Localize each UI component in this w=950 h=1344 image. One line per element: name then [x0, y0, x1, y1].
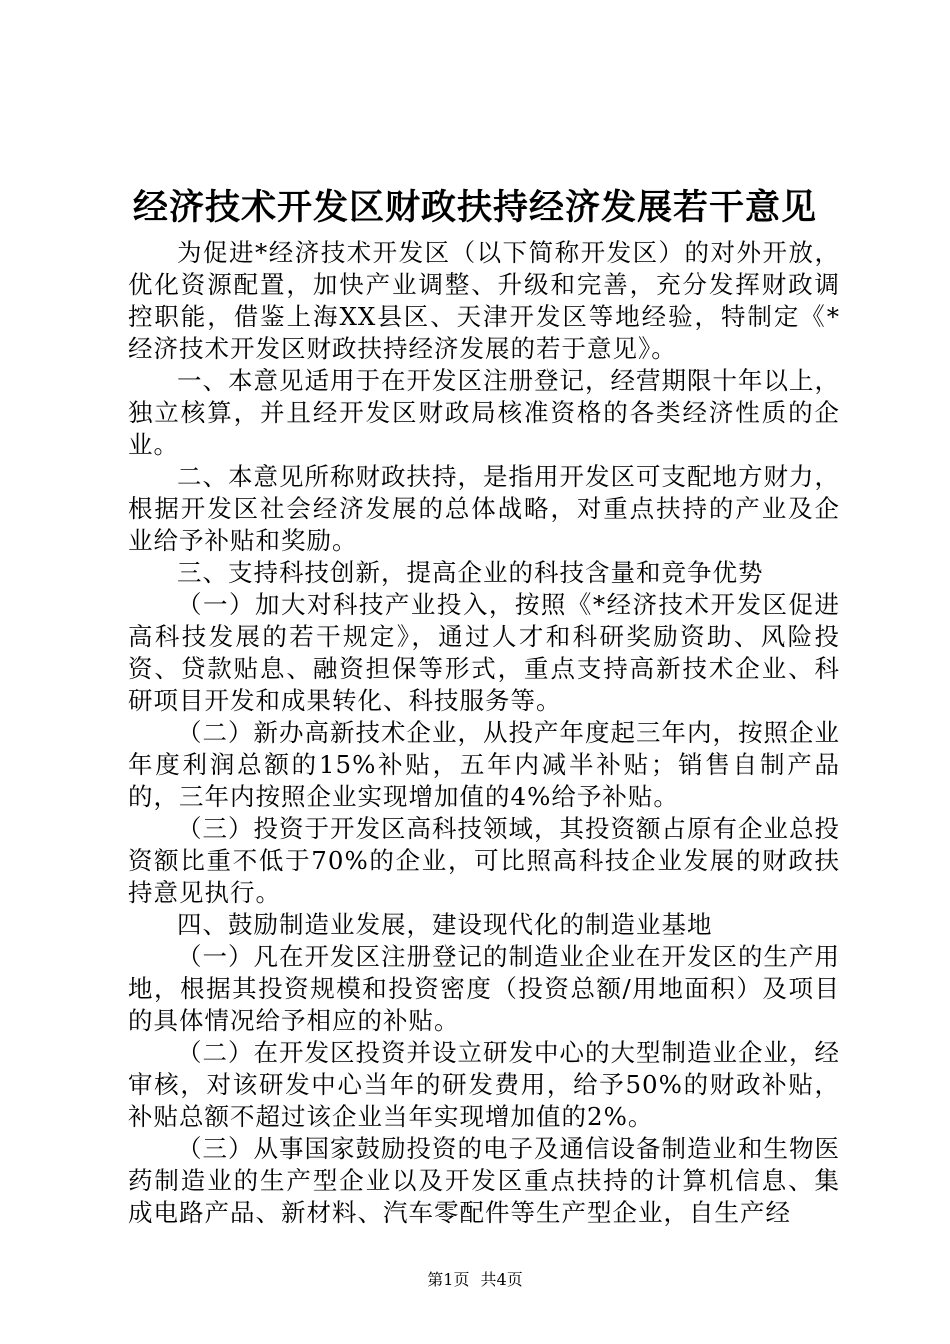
paragraph-section-3-item-2: （二）新办高新技术企业，从投产年度起三年内，按照企业年度利润总额的15%补贴，五年内减半补贴；销售自制产品的，三年内按照企业实现增加值的4%给予补贴。: [128, 718, 840, 811]
paragraph-section-1: 一、本意见适用于在开发区注册登记，经营期限十年以上，独立核算，并且经开发区财政局核准资格的各类经济性质的企业。: [128, 366, 840, 459]
document-title: 经济技术开发区财政扶持经济发展若干意见: [132, 187, 817, 228]
paragraph-intro: 为促进*经济技术开发区（以下简称开发区）的对外开放，优化资源配置，加快产业调整、升级和完善，充分发挥财政调控职能，借鉴上海XX县区、天津开发区等地经验，特制定《*经济技术开发区财政扶持经济发展的若于意见》。: [128, 238, 840, 363]
page-number-total: 共4页: [480, 1270, 523, 1289]
paragraph-section-4-item-3: （三）从事国家鼓励投资的电子及通信设备制造业和生物医药制造业的生产型企业以及开发区重点扶持的计算机信息、集成电路产品、新材料、汽车零配件等生产型企业，自生产经: [128, 1134, 840, 1227]
paragraph-section-4-item-1: （一）凡在开发区注册登记的制造业企业在开发区的生产用地，根据其投资规模和投资密度（投资总额/用地面积）及项目的具体情况给予相应的补贴。: [128, 942, 840, 1035]
page-number-current: 第1页: [427, 1270, 470, 1289]
page-footer: [0, 1269, 950, 1291]
paragraph-section-3-heading: 三、支持科技创新，提高企业的科技含量和竞争优势: [177, 558, 764, 587]
paragraph-section-4-heading: 四、鼓励制造业发展，建设现代化的制造业基地: [177, 910, 713, 939]
paragraph-section-2: 二、本意见所称财政扶持，是指用开发区可支配地方财力，根据开发区社会经济发展的总体战略，对重点扶持的产业及企业给予补贴和奖励。: [128, 462, 840, 555]
paragraph-section-4-item-2: （二）在开发区投资并设立研发中心的大型制造业企业，经审核，对该研发中心当年的研发费用，给予50%的财政补贴，补贴总额不超过该企业当年实现增加值的2%。: [128, 1038, 840, 1131]
document-body: [128, 237, 840, 1229]
paragraph-section-3-item-1: （一）加大对科技产业投入，按照《*经济技术开发区促进高科技发展的若干规定》，通过人才和科研奖励资助、风险投资、贷款贴息、融资担保等形式，重点支持高新技术企业、科研项目开发和成果转化、科技服务等。: [128, 590, 840, 715]
paragraph-section-3-item-3: （三）投资于开发区高科技领域，其投资额占原有企业总投资额比重不低于70%的企业，可比照高科技企业发展的财政扶持意见执行。: [128, 814, 840, 907]
